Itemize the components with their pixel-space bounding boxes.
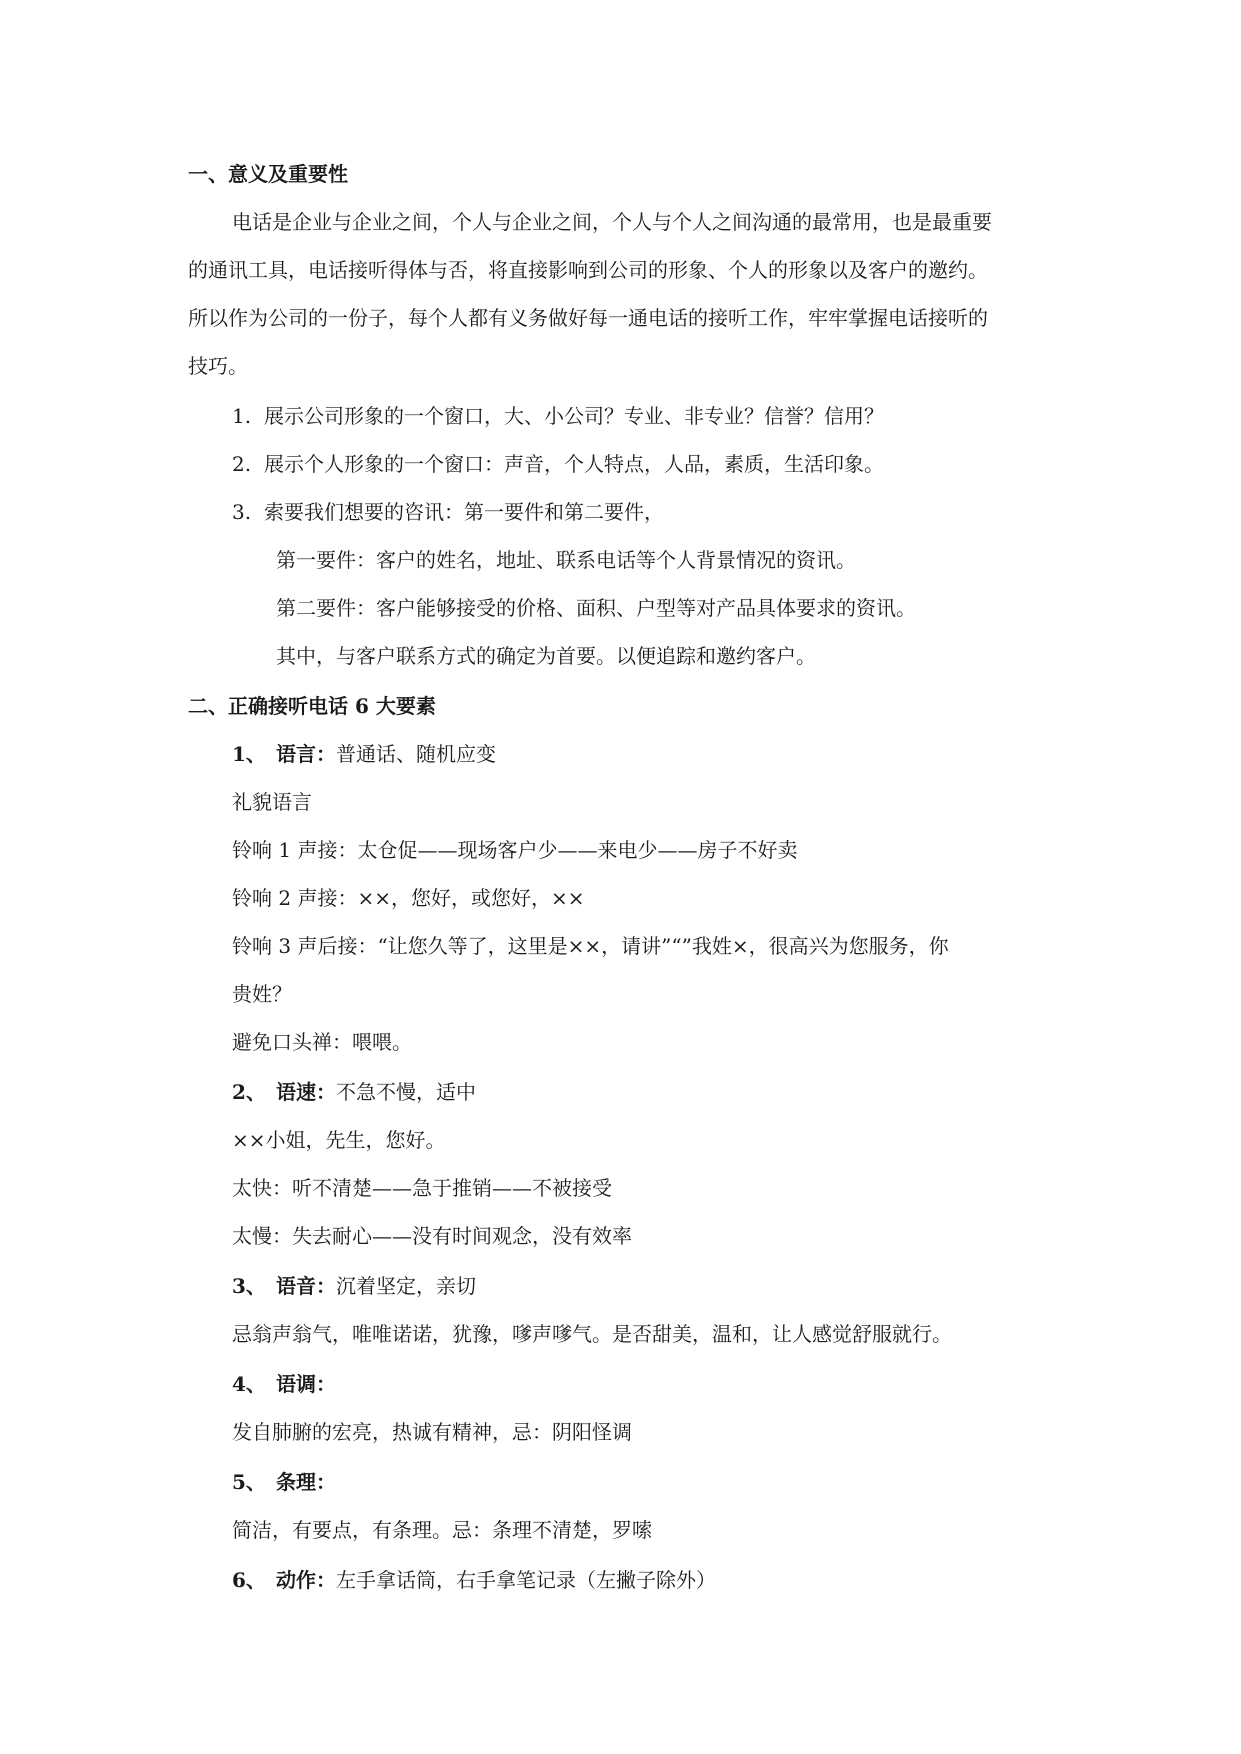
element-text: 沉着坚定，亲切 xyxy=(336,1274,476,1298)
element-text: 左手拿话筒，右手拿笔记录（左撇子除外） xyxy=(336,1568,716,1592)
paragraph-line-4: 技巧。 xyxy=(188,354,248,378)
element-4 xyxy=(232,1370,336,1398)
element-1-line: 铃响 2 声接：××，您好，或您好，×× xyxy=(232,886,585,910)
element-4-line: 发自肺腑的宏亮，热诚有精神，忌：阴阳怪调 xyxy=(232,1420,632,1444)
element-number: 5、 xyxy=(232,1470,266,1494)
element-number: 4、 xyxy=(232,1372,266,1396)
element-number: 2、 xyxy=(232,1080,266,1104)
element-label: 动作： xyxy=(276,1568,336,1592)
list-text: 索要我们想要的咨讯：第一要件和第二要件， xyxy=(264,500,664,524)
list-text: 展示个人形象的一个窗口：声音，个人特点，人品，素质，生活印象。 xyxy=(264,452,884,476)
list-item-3 xyxy=(232,498,664,526)
list-item-1 xyxy=(232,402,884,430)
sub-item-3: 其中，与客户联系方式的确定为首要。以便追踪和邀约客户。 xyxy=(276,644,816,668)
sub-item-2: 第二要件：客户能够接受的价格、面积、户型等对产品具体要求的资讯。 xyxy=(276,596,916,620)
element-2-line: 太慢：失去耐心——没有时间观念，没有效率 xyxy=(232,1224,632,1248)
element-3 xyxy=(232,1272,476,1300)
element-label: 语言： xyxy=(276,742,336,766)
element-text: 不急不慢，适中 xyxy=(336,1080,476,1104)
element-1-line: 避免口头禅：喂喂。 xyxy=(232,1030,412,1054)
element-text: 普通话、随机应变 xyxy=(336,742,496,766)
element-6 xyxy=(232,1566,716,1594)
element-label: 条理： xyxy=(276,1470,336,1494)
element-label: 语音： xyxy=(276,1274,336,1298)
element-2-line: ××小姐，先生，您好。 xyxy=(232,1128,446,1152)
list-number: 3. xyxy=(232,500,252,524)
section-1-heading: 一、意义及重要性 xyxy=(188,162,348,186)
element-number: 6、 xyxy=(232,1568,266,1592)
element-1-line: 铃响 3 声后接：“让您久等了，这里是××，请讲”“”我姓×，很高兴为您服务，你 xyxy=(232,934,949,958)
list-number: 1. xyxy=(232,404,252,428)
element-1-line: 礼貌语言 xyxy=(232,790,312,814)
element-number: 3、 xyxy=(232,1274,266,1298)
element-5-line: 简洁，有要点，有条理。忌：条理不清楚，罗嗦 xyxy=(232,1518,652,1542)
list-number: 2. xyxy=(232,452,252,476)
sub-item-1: 第一要件：客户的姓名，地址、联系电话等个人背景情况的资讯。 xyxy=(276,548,856,572)
element-label: 语速： xyxy=(276,1080,336,1104)
element-1-line: 铃响 1 声接：太仓促——现场客户少——来电少——房子不好卖 xyxy=(232,838,798,862)
element-1 xyxy=(232,740,496,768)
paragraph-line-2: 的通讯工具，电话接听得体与否，将直接影响到公司的形象、个人的形象以及客户的邀约。 xyxy=(188,258,988,282)
element-2-line: 太快：听不清楚——急于推销——不被接受 xyxy=(232,1176,612,1200)
section-2-heading: 二、正确接听电话 6 大要素 xyxy=(188,694,436,718)
element-label: 语调： xyxy=(276,1372,336,1396)
paragraph-line-1: 电话是企业与企业之间，个人与企业之间，个人与个人之间沟通的最常用，也是最重要 xyxy=(232,210,992,234)
paragraph-line-3: 所以作为公司的一份子，每个人都有义务做好每一通电话的接听工作，牢牢掌握电话接听的 xyxy=(188,306,988,330)
element-5 xyxy=(232,1468,336,1496)
element-2 xyxy=(232,1078,476,1106)
element-1-line: 贵姓？ xyxy=(232,982,292,1006)
list-item-2 xyxy=(232,450,884,478)
element-3-line: 忌翁声翁气，唯唯诺诺，犹豫，嗲声嗲气。是否甜美，温和，让人感觉舒服就行。 xyxy=(232,1322,952,1346)
element-number: 1、 xyxy=(232,742,266,766)
list-text: 展示公司形象的一个窗口，大、小公司？专业、非专业？信誉？信用？ xyxy=(264,404,884,428)
